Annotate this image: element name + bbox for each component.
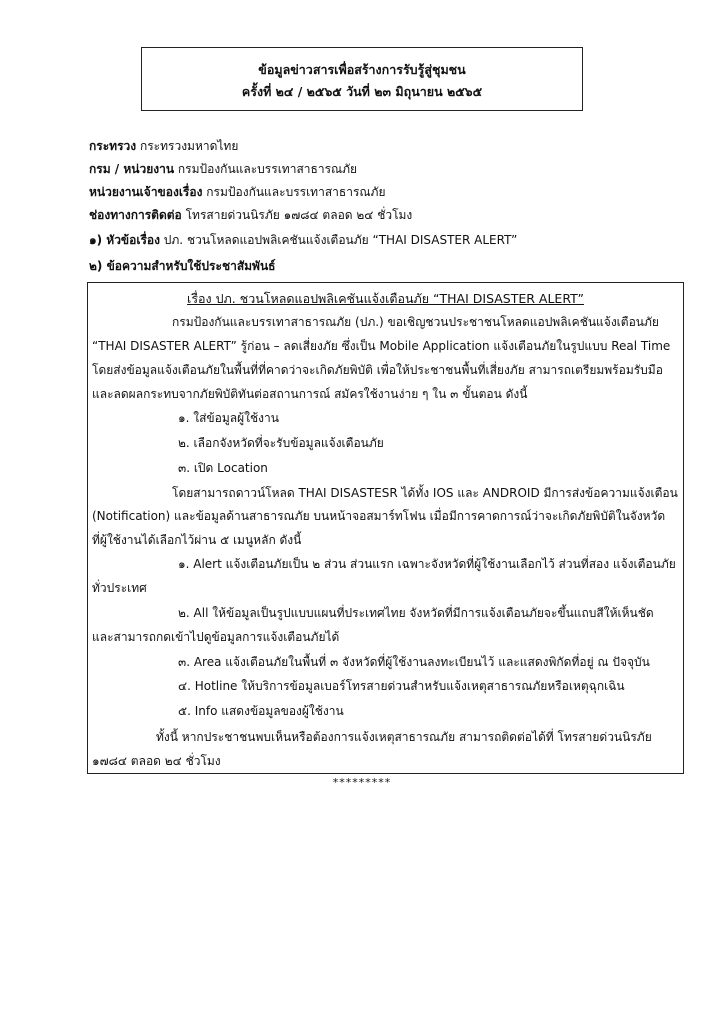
contact-row bbox=[89, 206, 412, 225]
paragraph-line: ที่ผู้ใช้งานได้เลือกไว้ผ่าน ๕ เมนูหลัก ดังนี้ bbox=[92, 533, 302, 547]
menu-item-alert: ๑. Alert แจ้งเตือนภัยเป็น ๒ ส่วน ส่วนแรก เฉพาะจังหวัดที่ผู้ใช้งานเลือกไว้ ส่วนที่สอง แจ้งเตือนภัย bbox=[178, 557, 676, 571]
ministry-row bbox=[89, 137, 238, 156]
step-item: ๑. ใส่ข้อมูลผู้ใช้งาน bbox=[178, 411, 279, 425]
end-marker: ********* bbox=[332, 776, 392, 789]
message-box bbox=[87, 282, 684, 774]
ministry-value: กระทรวงมหาดไทย bbox=[139, 139, 239, 153]
menu-item-alert-cont: ทั่วประเทศ bbox=[92, 581, 147, 595]
paragraph-line: “THAI DISASTER ALERT” รู้ก่อน – ลดเสี่ยงภัย ซึ่งเป็น Mobile Application แจ้งเตือนภัยในรูปแบบ Real Time bbox=[92, 339, 671, 353]
paragraph-line: และลดผลกระทบจากภัยพิบัติทันต่อสถานการณ์ สมัครใช้งานง่าย ๆ ใน ๓ ขั้นตอน ดังนี้ bbox=[92, 387, 528, 401]
step-item: ๒. เลือกจังหวัดที่จะรับข้อมูลแจ้งเตือนภัย bbox=[178, 436, 384, 450]
closing-line: ๑๗๘๔ ตลอด ๒๔ ชั่วโมง bbox=[92, 754, 221, 768]
menu-item-info: ๕. Info แสดงข้อมูลของผู้ใช้งาน bbox=[178, 704, 344, 718]
subject-label: ๑) หัวข้อเรื่อง bbox=[89, 233, 160, 247]
closing-line: ทั้งนี้ หากประชาชนพบเห็นหรือต้องการแจ้งเหตุสาธารณภัย สามารถติดต่อได้ที่ โทรสายด่วนนิรภัย bbox=[156, 730, 652, 744]
contact-value: โทรสายด่วนนิรภัย ๑๗๘๔ ตลอด ๒๔ ชั่วโมง bbox=[185, 208, 413, 222]
menu-item-hotline: ๔. Hotline ให้บริการข้อมูลเบอร์โทรสายด่วนสำหรับแจ้งเหตุสาธารณภัยหรือเหตุฉุกเฉิน bbox=[178, 679, 625, 693]
owner-row bbox=[89, 183, 385, 202]
owner-label: หน่วยงานเจ้าของเรื่อง bbox=[89, 185, 203, 199]
issue-line: ครั้งที่ ๒๔ / ๒๕๖๕ วันที่ ๒๓ มิถุนายน ๒๕๖๕ bbox=[241, 84, 483, 99]
owner-value: กรมป้องกันและบรรเทาสาธารณภัย bbox=[206, 185, 386, 199]
paragraph-line: โดยสามารถดาวน์โหลด THAI DISASTESR ได้ทั้ง IOS และ ANDROID มีการส่งข้อความแจ้งเตือน bbox=[172, 486, 678, 500]
subject-row bbox=[89, 231, 517, 250]
menu-item-all-cont: และสามารถกดเข้าไปดูข้อมูลการแจ้งเตือนภัยได้ bbox=[92, 630, 340, 644]
department-label: กรม / หน่วยงาน bbox=[89, 162, 175, 176]
header-box bbox=[141, 47, 583, 111]
department-value: กรมป้องกันและบรรเทาสาธารณภัย bbox=[177, 162, 358, 176]
contact-label: ช่องทางการติดต่อ bbox=[89, 208, 182, 222]
message-label: ๒) ข้อความสำหรับใช้ประชาสัมพันธ์ bbox=[89, 259, 276, 273]
menu-item-all: ๒. All ให้ข้อมูลเป็นรูปแบบแผนที่ประเทศไทย จังหวัดที่มีการแจ้งเตือนภัยจะขึ้นแถบสีให้เห็นชัด bbox=[178, 606, 654, 620]
step-item: ๓. เปิด Location bbox=[178, 461, 268, 475]
message-row bbox=[89, 257, 276, 276]
paragraph-line: (Notification) และข้อมูลด้านสาธารณภัย บนหน้าจอสมาร์ทโฟน เมื่อมีการคาดการณ์ว่าจะเกิดภัยพิบัติในจังหวัด bbox=[92, 509, 666, 523]
paragraph-line: กรมป้องกันและบรรเทาสาธารณภัย (ปภ.) ขอเชิญชวนประชาชนโหลดแอปพลิเคชันแจ้งเตือนภัย bbox=[172, 315, 659, 329]
menu-item-area: ๓. Area แจ้งเตือนภัยในพื้นที่ ๓ จังหวัดที่ผู้ใช้งานลงทะเบียนไว้ และแสดงพิกัดที่อยู่ ณ ปัจจุบัน bbox=[178, 655, 650, 669]
department-row bbox=[89, 160, 357, 179]
message-subtitle: เรื่อง ปภ. ชวนโหลดแอปพลิเคชันแจ้งเตือนภัย “THAI DISASTER ALERT” bbox=[187, 291, 584, 306]
ministry-label: กระทรวง bbox=[89, 139, 137, 153]
paragraph-line: โดยส่งข้อมูลแจ้งเตือนภัยในพื้นที่ที่คาดว่าจะเกิดภัยพิบัติ เพื่อให้ประชาชนพื้นที่เสี่ยงภัย สามารถเตรียมพร้อมรับมือ bbox=[92, 363, 663, 377]
subject-value: ปภ. ชวนโหลดแอปพลิเคชันแจ้งเตือนภัย “THAI DISASTER ALERT” bbox=[163, 233, 518, 247]
document-title: ข้อมูลข่าวสารเพื่อสร้างการรับรู้สู่ชุมชน bbox=[258, 62, 466, 77]
